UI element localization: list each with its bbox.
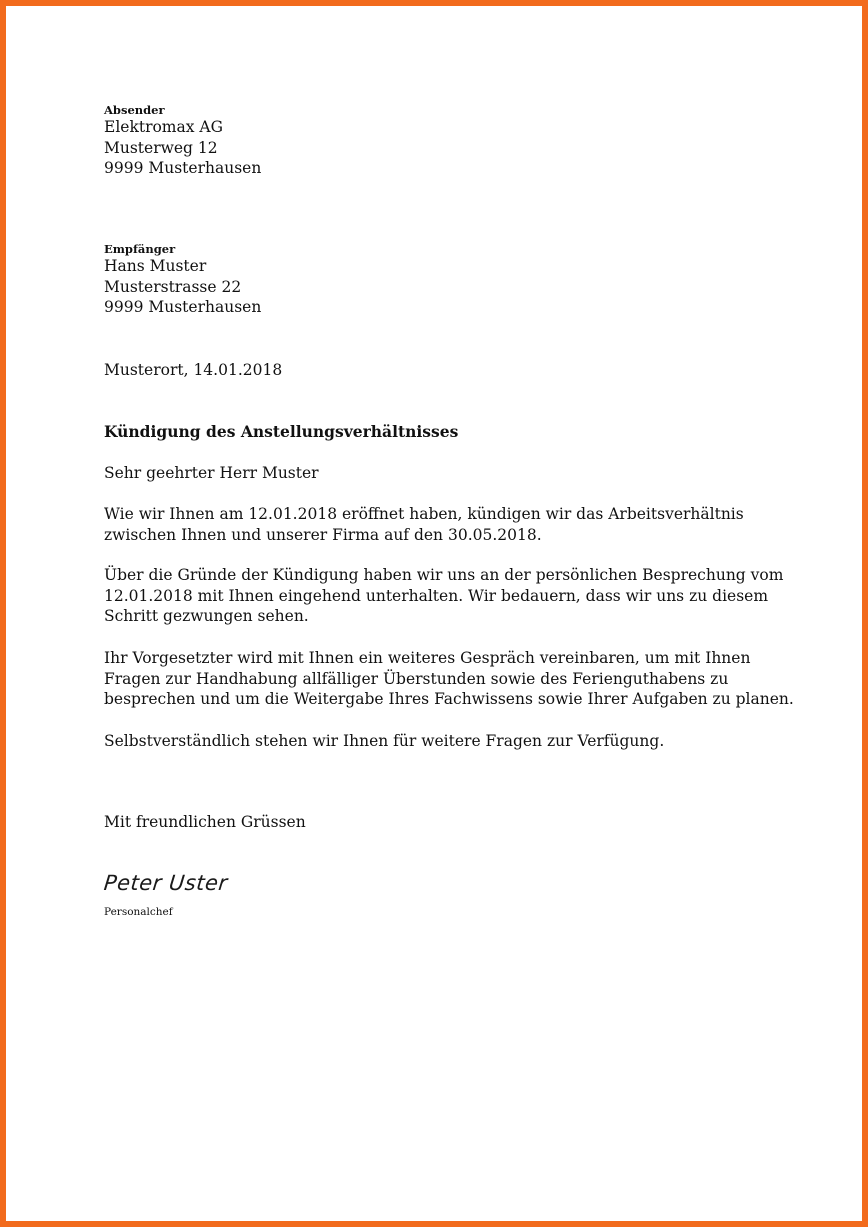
sender-label: Absender [104, 103, 165, 117]
paragraph-1 [104, 504, 744, 545]
sender-line: Elektromax AG [104, 118, 223, 136]
recipient-label: Empfänger [104, 242, 176, 256]
body-line: 12.01.2018 mit Ihnen eingehend unterhalten. Wir bedauern, dass wir uns zu diesem [104, 586, 769, 605]
signature-block [104, 873, 228, 922]
body-line: Über die Gründe der Kündigung haben wir uns an der persönlichen Besprechung vom [104, 566, 784, 584]
sender-line: Musterweg 12 [104, 138, 218, 157]
recipient-line: 9999 Musterhausen [104, 298, 262, 316]
recipient-line: Musterstrasse 22 [104, 277, 242, 296]
closing [104, 812, 306, 833]
body-line: zwischen Ihnen und unserer Firma auf den 30.05.2018. [104, 525, 542, 544]
body-line: Ihr Vorgesetzter wird mit Ihnen ein weiteres Gespräch vereinbaren, um mit Ihnen [104, 649, 751, 667]
subject [104, 422, 458, 443]
paragraph-3 [104, 648, 794, 710]
body-line: besprechen und um die Weitergabe Ihres Fachwissens sowie Ihrer Aufgaben zu planen. [104, 690, 794, 708]
body-line: Selbstverständlich stehen wir Ihnen für weitere Fragen zur Verfügung. [104, 732, 665, 750]
place-date [104, 360, 282, 381]
sender-block [104, 103, 261, 179]
body-line: Schritt gezwungen sehen. [104, 607, 309, 625]
subject-heading: Kündigung des Anstellungsverhältnisses [104, 422, 459, 441]
body-line: Fragen zur Handhabung allfälliger Überstunden sowie des Ferienguthabens zu [104, 669, 729, 688]
signature-role: Personalchef [104, 905, 173, 918]
recipient-line: Hans Muster [104, 257, 207, 275]
salutation [104, 463, 319, 484]
paragraph-2 [104, 565, 783, 627]
body-line: Wie wir Ihnen am 12.01.2018 eröffnet haben, kündigen wir das Arbeitsverhältnis [104, 505, 744, 523]
recipient-block [104, 242, 261, 318]
salutation-text: Sehr geehrter Herr Muster [104, 464, 319, 482]
sender-line: 9999 Musterhausen [104, 159, 262, 177]
place-date-text: Musterort, 14.01.2018 [104, 361, 283, 379]
signature: Peter Uster [102, 871, 229, 895]
closing-text: Mit freundlichen Grüssen [104, 813, 306, 831]
paragraph-4 [104, 731, 664, 752]
